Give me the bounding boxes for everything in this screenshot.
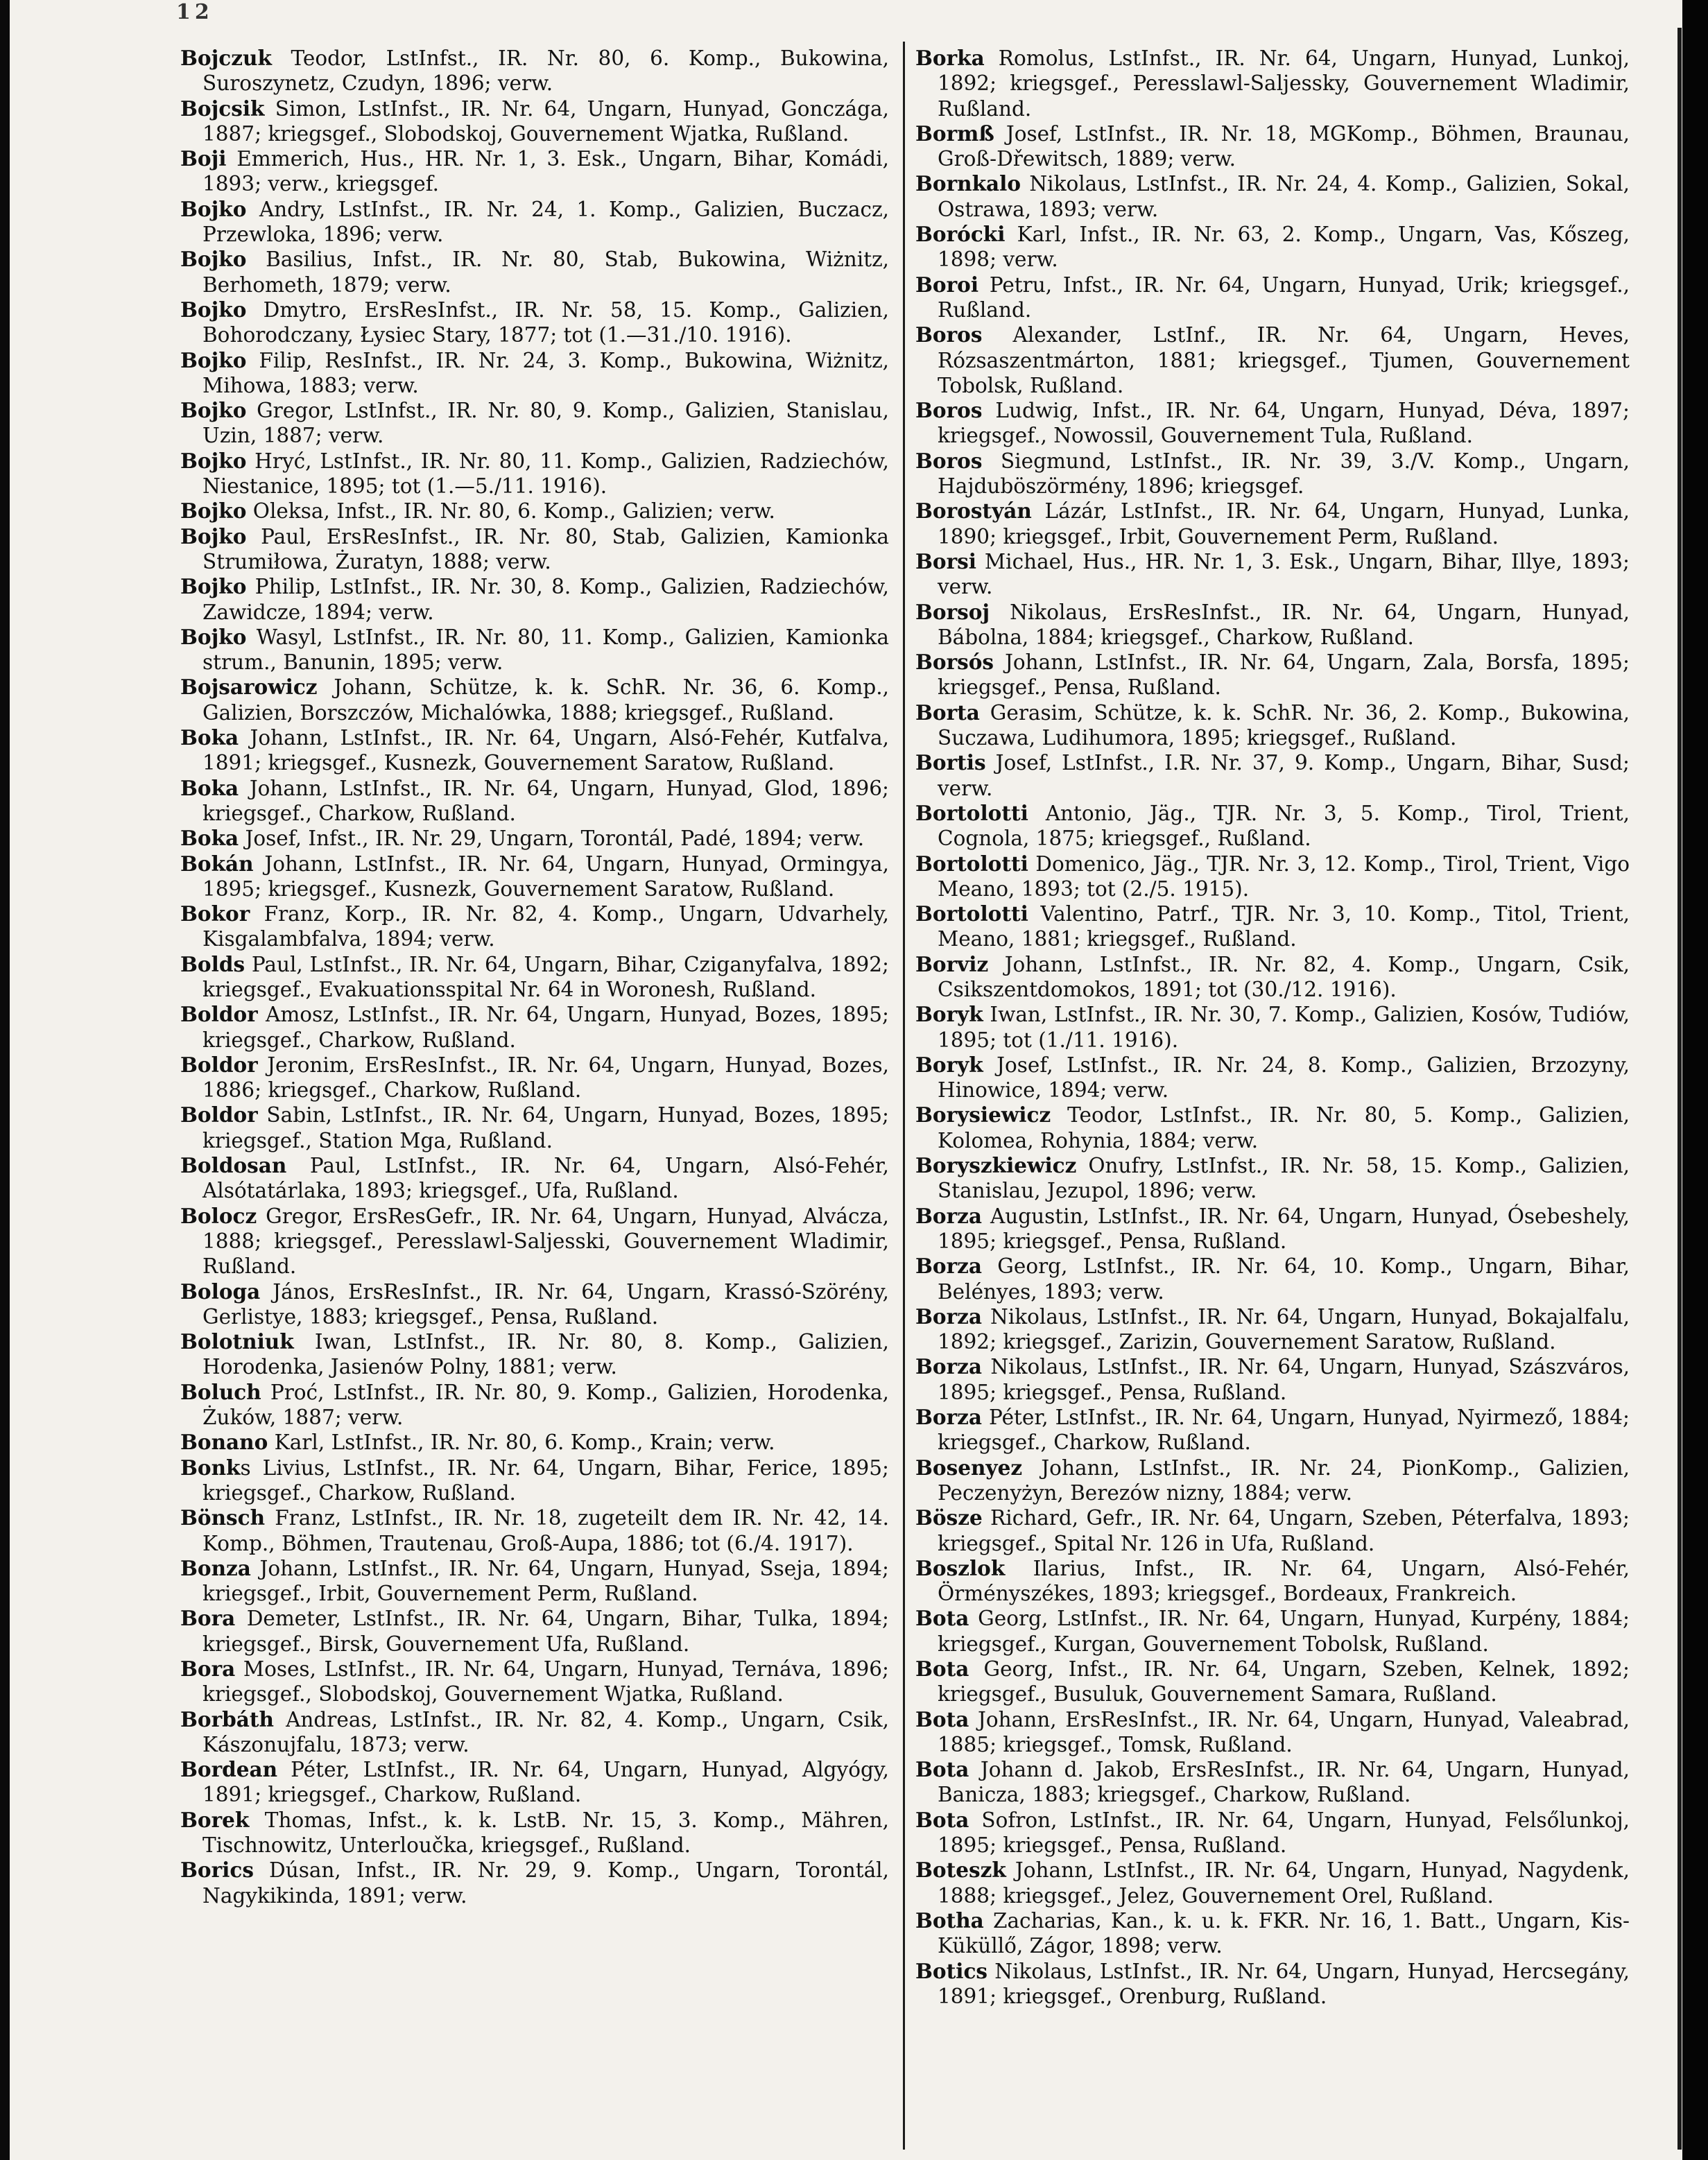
entry-details: Oleksa, Infst., IR. Nr. 80, 6. Komp., Galizien; verw. xyxy=(246,499,775,524)
entry-details: Teodor, LstInfst., IR. Nr. 80, 5. Komp., Galizien, Kolomea, Rohynia, 1884; verw. xyxy=(938,1103,1630,1152)
list-item xyxy=(915,1858,1630,1908)
list-item xyxy=(915,171,1630,222)
entry-details: Nikolaus, LstInfst., IR. Nr. 24, 4. Komp., Galizien, Sokal, Ostrawa, 1893; verw. xyxy=(938,172,1630,221)
entry-surname: Bojko xyxy=(180,574,247,599)
entry-surname: Borsós xyxy=(915,650,994,675)
entry-surname: Boros xyxy=(915,322,983,347)
list-item xyxy=(180,146,889,197)
list-item xyxy=(915,1204,1630,1254)
entry-surname: Boka xyxy=(180,775,239,800)
list-item xyxy=(915,1908,1630,1959)
entry-details: Wasyl, LstInfst., IR. Nr. 80, 11. Komp., Galizien, Kamionka strum., Banunin, 1895; verw. xyxy=(202,625,889,675)
list-item xyxy=(180,1053,889,1103)
entry-surname: Boros xyxy=(915,398,983,423)
entry-surname: Bonk xyxy=(180,1455,241,1480)
list-item xyxy=(915,650,1630,700)
list-item xyxy=(915,499,1630,549)
entry-details: Johann, LstInfst., IR. Nr. 64, Ungarn, Hunyad, Glod, 1896; kriegsgef., Charkow, Rußland. xyxy=(202,776,889,825)
entry-surname: Boros xyxy=(915,448,983,473)
entry-surname: Boroi xyxy=(915,272,979,297)
entry-surname: Bojko xyxy=(180,398,247,423)
right-column xyxy=(915,46,1630,2154)
entry-details: Simon, LstInfst., IR. Nr. 64, Ungarn, Hunyad, Gonczága, 1887; kriegsgef., Slobodskoj, Gouvernement Wjatka, Rußland. xyxy=(202,96,889,146)
entry-details: Péter, LstInfst., IR. Nr. 64, Ungarn, Hunyad, Nyirmező, 1884; kriegsgef., Charkow, Rußland. xyxy=(938,1406,1630,1455)
entry-details: Péter, LstInfst., IR. Nr. 64, Ungarn, Hunyad, Algyógy, 1891; kriegsgef., Charkow, Rußland. xyxy=(202,1758,889,1807)
entry-details: Franz, LstInfst., IR. Nr. 18, zugeteilt dem IR. Nr. 42, 14. Komp., Böhmen, Trautenau, Groß-Aupa, 1886; tot (6./4. 1917). xyxy=(202,1506,889,1555)
entry-details: Augustin, LstInfst., IR. Nr. 64, Ungarn, Hunyad, Ósebeshely, 1895; kriegsgef., Pensa, Rußland. xyxy=(938,1204,1630,1253)
entry-surname: Borza xyxy=(915,1405,983,1430)
entry-details: Valentino, Patrf., TJR. Nr. 3, 10. Komp., Titol, Trient, Meano, 1881; kriegsgef., Rußland. xyxy=(938,902,1630,951)
entry-surname: Botics xyxy=(915,1958,988,1983)
entry-details: Antonio, Jäg., TJR. Nr. 3, 5. Komp., Tirol, Trient, Cognola, 1875; kriegsgef., Rußland. xyxy=(938,801,1630,851)
entry-details: Karl, Infst., IR. Nr. 63, 2. Komp., Ungarn, Vas, Kőszeg, 1898; verw. xyxy=(938,223,1630,272)
entry-surname: Bojko xyxy=(180,499,247,524)
entry-surname: Bonano xyxy=(180,1430,268,1455)
entry-surname: Boldor xyxy=(180,1103,258,1127)
entry-details: Josef, LstInfst., IR. Nr. 24, 8. Komp., Galizien, Brzozyny, Hinowice, 1894; verw. xyxy=(938,1053,1630,1103)
entry-details: Johann, ErsResInfst., IR. Nr. 64, Ungarn, Hunyad, Valeabrad, 1885; kriegsgef., Tomsk, Rußland. xyxy=(938,1707,1630,1756)
entry-surname: Bornkalo xyxy=(915,171,1021,196)
entry-details: Ilarius, Infst., IR. Nr. 64, Ungarn, Alsó-Fehér, Örményszékes, 1893; kriegsgef., Bordeaux, Frankreich. xyxy=(938,1556,1630,1606)
entry-surname: Bojko xyxy=(180,448,247,473)
list-item xyxy=(915,1606,1630,1657)
list-item xyxy=(180,197,889,248)
list-item xyxy=(915,852,1630,902)
entry-surname: Bortis xyxy=(915,750,986,775)
list-item xyxy=(180,1606,889,1657)
list-item xyxy=(180,46,889,96)
list-item xyxy=(915,322,1630,398)
entry-surname: Borbáth xyxy=(180,1707,274,1731)
list-item xyxy=(915,700,1630,751)
list-item xyxy=(915,1455,1630,1506)
entry-surname: Bosenyez xyxy=(915,1455,1023,1480)
entry-details: Nikolaus, ErsResInfst., IR. Nr. 64, Ungarn, Hunyad, Bábolna, 1884; kriegsgef., Charkow, Rußland. xyxy=(938,600,1630,649)
entry-surname: Borza xyxy=(915,1203,983,1228)
list-item xyxy=(915,46,1630,121)
list-item xyxy=(180,1455,889,1506)
list-item xyxy=(180,524,889,575)
entry-details: Richard, Gefr., IR. Nr. 64, Ungarn, Szeben, Péterfalva, 1893; kriegsgef., Spital Nr. 126 in Ufa, Rußland. xyxy=(938,1506,1630,1555)
list-item xyxy=(180,1329,889,1380)
entry-details: Onufry, LstInfst., IR. Nr. 58, 15. Komp., Galizien, Stanislau, Jezupol, 1896; verw. xyxy=(938,1154,1630,1203)
entry-surname: Bota xyxy=(915,1657,969,1681)
list-item xyxy=(180,1707,889,1758)
list-item xyxy=(915,1002,1630,1053)
entry-surname: Borza xyxy=(915,1354,983,1379)
entry-details: Iwan, LstInfst., IR. Nr. 30, 7. Komp., Galizien, Kosów, Tudiów, 1895; tot (1./11. 1916). xyxy=(938,1003,1630,1052)
entry-details: Johann, LstInfst., IR. Nr. 64, Ungarn, Hunyad, Sseja, 1894; kriegsgef., Irbit, Gouvernement Perm, Rußland. xyxy=(202,1556,889,1606)
entry-surname: Bojsarowicz xyxy=(180,675,318,700)
entry-surname: Borek xyxy=(180,1807,250,1832)
entry-surname: Bojko xyxy=(180,196,247,221)
entry-surname: Boldor xyxy=(180,1052,258,1077)
list-item xyxy=(180,499,889,524)
entry-details: Sabin, LstInfst., IR. Nr. 64, Ungarn, Hunyad, Bozes, 1895; kriegsgef., Station Mga, Rußland. xyxy=(202,1103,889,1152)
entry-details: Karl, LstInfst., IR. Nr. 80, 6. Komp., Krain; verw. xyxy=(268,1431,775,1455)
list-item xyxy=(915,1354,1630,1405)
entry-surname: Bortolotti xyxy=(915,901,1028,926)
entry-surname: Boji xyxy=(180,146,227,171)
list-item xyxy=(915,1053,1630,1103)
entry-details: Petru, Infst., IR. Nr. 64, Ungarn, Hunyad, Urik; kriegsgef., Rußland. xyxy=(938,273,1630,322)
list-item xyxy=(180,1153,889,1204)
entry-surname: Boka xyxy=(180,826,239,851)
entry-surname: Bojcsik xyxy=(180,96,265,121)
entry-details: Gerasim, Schütze, k. k. SchR. Nr. 36, 2. Komp., Bukowina, Suczawa, Ludihumora, 1895; kriegsgef., Rußland. xyxy=(938,700,1630,750)
entry-surname: Borza xyxy=(915,1304,983,1329)
entry-details: Sofron, LstInfst., IR. Nr. 64, Ungarn, Hunyad, Felsőlunkoj, 1895; kriegsgef., Pensa, Rußland. xyxy=(938,1808,1630,1858)
entry-details: Johann, LstInfst., IR. Nr. 24, PionKomp., Galizien, Peczenyżyn, Berezów nizny, 1884; verw. xyxy=(938,1455,1630,1505)
list-item xyxy=(180,725,889,776)
entry-surname: Bojko xyxy=(180,624,247,649)
entry-details: Johann, LstInfst., IR. Nr. 64, Ungarn, Hunyad, Ormingya, 1895; kriegsgef., Kusnezk, Gouvernement Saratow, Rußland. xyxy=(202,852,889,901)
entry-surname: Bojko xyxy=(180,247,247,272)
entry-details: Lázár, LstInfst., IR. Nr. 64, Ungarn, Hunyad, Lunka, 1890; kriegsgef., Irbit, Gouvernement Perm, Rußland. xyxy=(938,499,1630,548)
entry-details: Ludwig, Infst., IR. Nr. 64, Ungarn, Hunyad, Déva, 1897; kriegsgef., Nowossil, Gouvernement Tula, Rußland. xyxy=(938,399,1630,448)
list-item xyxy=(180,1204,889,1279)
entry-surname: Borysiewicz xyxy=(915,1103,1051,1127)
entry-surname: Boryszkiewicz xyxy=(915,1153,1077,1178)
entry-details: Johann d. Jakob, ErsResInfst., IR. Nr. 64, Ungarn, Hunyad, Banicza, 1883; kriegsgef., Charkow, Rußland. xyxy=(938,1758,1630,1807)
entry-details: Zacharias, Kan., k. u. k. FKR. Nr. 16, 1. Batt., Ungarn, Kis-Küküllő, Zágor, 1898; verw. xyxy=(938,1908,1630,1958)
entry-details: Demeter, LstInfst., IR. Nr. 64, Ungarn, Bihar, Tulka, 1894; kriegsgef., Birsk, Gouvernement Ufa, Rußland. xyxy=(202,1607,889,1656)
entry-details: Nikolaus, LstInfst., IR. Nr. 64, Ungarn, Hunyad, Szászváros, 1895; kriegsgef., Pensa, Rußland. xyxy=(938,1355,1630,1404)
entry-surname: Boteszk xyxy=(915,1858,1006,1883)
entry-details: Gregor, ErsResGefr., IR. Nr. 64, Ungarn, Hunyad, Alvácza, 1888; kriegsgef., Peresslawl-Saljesski, Gouvernement Wladimir, Rußland. xyxy=(202,1204,889,1279)
entry-surname: Bolocz xyxy=(180,1203,257,1228)
list-item xyxy=(915,121,1630,172)
list-item xyxy=(915,901,1630,952)
entry-details: Philip, LstInfst., IR. Nr. 30, 8. Komp., Galizien, Radziechów, Zawidcze, 1894; verw. xyxy=(202,575,889,624)
column-divider xyxy=(903,42,905,2150)
entry-surname: Bordean xyxy=(180,1757,278,1782)
list-item xyxy=(915,1657,1630,1707)
entry-details: s Livius, LstInfst., IR. Nr. 64, Ungarn, Bihar, Ferice, 1895; kriegsgef., Charkow, Rußland. xyxy=(202,1455,889,1505)
entry-details: Jeronim, ErsResInfst., IR. Nr. 64, Ungarn, Hunyad, Bozes, 1886; kriegsgef., Charkow, Rußland. xyxy=(202,1053,889,1103)
list-item xyxy=(180,1808,889,1858)
entry-surname: Bortolotti xyxy=(915,800,1028,825)
entry-details: Teodor, LstInfst., IR. Nr. 80, 6. Komp., Bukowina, Suroszynetz, Czudyn, 1896; verw. xyxy=(202,46,889,96)
entry-details: Paul, LstInfst., IR. Nr. 64, Ungarn, Alsó-Fehér, Alsótatárlaka, 1893; kriegsgef., Ufa, Rußland. xyxy=(202,1154,889,1203)
list-item xyxy=(180,776,889,827)
list-item xyxy=(180,625,889,675)
entry-surname: Bota xyxy=(915,1807,969,1832)
list-item xyxy=(180,1279,889,1330)
entry-details: Nikolaus, LstInfst., IR. Nr. 64, Ungarn, Hunyad, Bokajalfalu, 1892; kriegsgef., Zarizin, Gouvernement Saratow, Rußland. xyxy=(938,1304,1630,1354)
entry-details: Paul, ErsResInfst., IR. Nr. 80, Stab, Galizien, Kamionka Strumiłowa, Żuratyn, 1888; verw. xyxy=(202,524,889,573)
entry-details: Romolus, LstInfst., IR. Nr. 64, Ungarn, Hunyad, Lunkoj, 1892; kriegsgef., Peresslawl-Saljessky, Gouvernement Wladimir, Rußland. xyxy=(938,46,1630,121)
list-item xyxy=(915,398,1630,449)
list-item xyxy=(915,952,1630,1003)
entry-details: János, ErsResInfst., IR. Nr. 64, Ungarn, Krassó-Szörény, Gerlistye, 1883; kriegsgef., Pensa, Rußland. xyxy=(202,1279,889,1329)
entry-details: Basilius, Infst., IR. Nr. 80, Stab, Bukowina, Wiżnitz, Berhometh, 1879; verw. xyxy=(202,248,889,297)
entry-details: Nikolaus, LstInfst., IR. Nr. 64, Ungarn, Hunyad, Hercsegány, 1891; kriegsgef., Orenburg, Rußland. xyxy=(938,1959,1630,2008)
entry-details: Filip, ResInfst., IR. Nr. 24, 3. Komp., Bukowina, Wiżnitz, Mihowa, 1883; verw. xyxy=(202,348,889,397)
list-item xyxy=(915,750,1630,801)
entry-surname: Bösze xyxy=(915,1505,983,1530)
list-item xyxy=(915,222,1630,273)
entry-details: Dmytro, ErsResInfst., IR. Nr. 58, 15. Komp., Galizien, Bohorodczany, Łysiec Stary, 1877; tot (1.—31./10. 1916). xyxy=(202,297,889,347)
entry-details: Georg, LstInfst., IR. Nr. 64, 10. Komp., Ungarn, Bihar, Belényes, 1893; verw. xyxy=(938,1254,1630,1304)
entry-details: Dúsan, Infst., IR. Nr. 29, 9. Komp., Ungarn, Torontál, Nagykikinda, 1891; verw. xyxy=(202,1858,889,1908)
list-item xyxy=(180,852,889,902)
entry-surname: Botha xyxy=(915,1908,984,1933)
entry-surname: Boluch xyxy=(180,1379,261,1404)
entry-details: Johann, LstInfst., IR. Nr. 64, Ungarn, Alsó-Fehér, Kutfalva, 1891; kriegsgef., Kusnezk, Gouvernement Saratow, Rußland. xyxy=(202,726,889,775)
entry-details: Gregor, LstInfst., IR. Nr. 80, 9. Komp., Galizien, Stanislau, Uzin, 1887; verw. xyxy=(202,399,889,448)
entry-surname: Bojko xyxy=(180,297,247,322)
list-item xyxy=(180,1657,889,1707)
entry-details: Domenico, Jäg., TJR. Nr. 3, 12. Komp., Tirol, Trient, Vigo Meano, 1893; tot (2./5. 1915). xyxy=(938,852,1630,901)
entry-surname: Bota xyxy=(915,1707,969,1731)
entry-details: Moses, LstInfst., IR. Nr. 64, Ungarn, Hunyad, Ternáva, 1896; kriegsgef., Slobodskoj, Gouvernement Wjatka, Rußland. xyxy=(202,1657,889,1707)
entry-details: Hryć, LstInfst., IR. Nr. 80, 11. Komp., Galizien, Radziechów, Niestanice, 1895; tot (1.—5./11. 1916). xyxy=(202,449,889,499)
left-column xyxy=(180,46,889,2154)
list-item xyxy=(180,1505,889,1556)
entry-surname: Bora xyxy=(180,1657,236,1681)
list-item xyxy=(180,247,889,297)
page-number: 12 xyxy=(176,0,214,24)
entry-surname: Boka xyxy=(180,725,239,750)
list-item xyxy=(180,398,889,449)
entry-surname: Borta xyxy=(915,700,980,725)
list-item xyxy=(180,1103,889,1153)
list-item xyxy=(915,1808,1630,1858)
entry-details: Thomas, Infst., k. k. LstB. Nr. 15, 3. Komp., Mähren, Tischnowitz, Unterloučka, kriegsgef., Rußland. xyxy=(202,1808,889,1858)
entry-surname: Bojczuk xyxy=(180,46,272,70)
entry-details: Johann, LstInfst., IR. Nr. 64, Ungarn, Zala, Borsfa, 1895; kriegsgef., Pensa, Rußland. xyxy=(938,650,1630,700)
entry-surname: Boldosan xyxy=(180,1153,287,1178)
list-item xyxy=(180,901,889,952)
list-item xyxy=(915,1707,1630,1758)
list-item xyxy=(915,1254,1630,1304)
entry-surname: Bora xyxy=(180,1606,236,1631)
entry-details: Andreas, LstInfst., IR. Nr. 82, 4. Komp., Ungarn, Csik, Kászonujfalu, 1873; verw. xyxy=(202,1707,889,1756)
list-item xyxy=(180,1430,889,1455)
entry-details: Georg, LstInfst., IR. Nr. 64, Ungarn, Hunyad, Kurpény, 1884; kriegsgef., Kurgan, Gouvernement Tobolsk, Rußland. xyxy=(938,1607,1630,1656)
entry-surname: Borsi xyxy=(915,548,976,573)
scan-edge xyxy=(1682,0,1708,2160)
entry-surname: Bojko xyxy=(180,347,247,372)
entry-details: Alexander, LstInf., IR. Nr. 64, Ungarn, Heves, Rózsaszentmárton, 1881; kriegsgef., Tjumen, Gouvernement Tobolsk, Rußland. xyxy=(938,323,1630,397)
list-item xyxy=(915,600,1630,650)
entry-surname: Boldor xyxy=(180,1002,258,1027)
entry-details: Iwan, LstInfst., IR. Nr. 80, 8. Komp., Galizien, Horodenka, Jasienów Polny, 1881; verw. xyxy=(202,1330,889,1379)
entry-surname: Bonza xyxy=(180,1555,251,1580)
entry-surname: Borviz xyxy=(915,951,989,976)
list-item xyxy=(915,1405,1630,1455)
list-item xyxy=(915,1959,1630,2010)
list-item xyxy=(915,1505,1630,1556)
entry-surname: Bönsch xyxy=(180,1505,266,1530)
entry-surname: Bormß xyxy=(915,121,994,146)
entry-surname: Borócki xyxy=(915,222,1006,247)
binding-rail xyxy=(1677,28,1682,2150)
entry-surname: Boryk xyxy=(915,1052,983,1077)
entry-surname: Boszlok xyxy=(915,1555,1006,1580)
entry-details: Siegmund, LstInfst., IR. Nr. 39, 3./V. Komp., Ungarn, Hajduböszörmény, 1896; kriegsgef. xyxy=(938,449,1630,499)
entry-details: Proć, LstInfst., IR. Nr. 80, 9. Komp., Galizien, Horodenka, Żuków, 1887; verw. xyxy=(202,1380,889,1430)
list-item xyxy=(180,96,889,147)
entry-surname: Bojko xyxy=(180,524,247,548)
entry-surname: Borsoj xyxy=(915,599,990,624)
entry-details: Emmerich, Hus., HR. Nr. 1, 3. Esk., Ungarn, Bihar, Komádi, 1893; verw., kriegsgef. xyxy=(202,147,889,196)
entry-surname: Bologa xyxy=(180,1279,261,1304)
list-item xyxy=(180,348,889,399)
entry-details: Josef, LstInfst., IR. Nr. 18, MGKomp., Böhmen, Braunau, Groß-Dřewitsch, 1889; verw. xyxy=(938,121,1630,171)
entry-details: Andry, LstInfst., IR. Nr. 24, 1. Komp., Galizien, Buczacz, Przewloka, 1896; verw. xyxy=(202,197,889,247)
entry-details: Georg, Infst., IR. Nr. 64, Ungarn, Szeben, Kelnek, 1892; kriegsgef., Busuluk, Gouvernement Samara, Rußland. xyxy=(938,1657,1630,1707)
list-item xyxy=(180,675,889,725)
list-item xyxy=(180,1380,889,1431)
entry-surname: Borza xyxy=(915,1254,983,1279)
list-item xyxy=(180,826,889,851)
entry-surname: Bota xyxy=(915,1606,969,1631)
list-item xyxy=(915,273,1630,323)
list-item xyxy=(180,574,889,625)
entry-details: Franz, Korp., IR. Nr. 82, 4. Komp., Ungarn, Udvarhely, Kisgalambfalva, 1894; verw. xyxy=(202,902,889,951)
entry-surname: Bokán xyxy=(180,851,254,876)
list-item xyxy=(915,449,1630,499)
entry-surname: Borostyán xyxy=(915,499,1032,524)
entry-surname: Borics xyxy=(180,1858,254,1883)
entry-details: Johann, LstInfst., IR. Nr. 82, 4. Komp., Ungarn, Csik, Csikszentdomokos, 1891; tot (30./12. 1916). xyxy=(938,952,1630,1001)
list-item xyxy=(180,952,889,1003)
list-item xyxy=(180,1757,889,1808)
entry-surname: Bolotniuk xyxy=(180,1329,294,1354)
entry-surname: Bolds xyxy=(180,951,245,976)
entry-details: Josef, LstInfst., I.R. Nr. 37, 9. Komp., Ungarn, Bihar, Susd; verw. xyxy=(938,751,1630,800)
list-item xyxy=(180,1556,889,1607)
list-item xyxy=(180,297,889,348)
list-item xyxy=(915,1757,1630,1808)
list-item xyxy=(180,1858,889,1908)
entry-details: Paul, LstInfst., IR. Nr. 64, Ungarn, Bihar, Cziganyfalva, 1892; kriegsgef., Evakuationsspital Nr. 64 in Woronesh, Rußland. xyxy=(202,952,889,1001)
list-item xyxy=(915,1103,1630,1153)
list-item xyxy=(915,1153,1630,1204)
document-page xyxy=(10,0,1682,2160)
entry-details: Johann, LstInfst., IR. Nr. 64, Ungarn, Hunyad, Nagydenk, 1888; kriegsgef., Jelez, Gouvernement Orel, Rußland. xyxy=(938,1858,1630,1908)
list-item xyxy=(180,1002,889,1053)
entry-surname: Borka xyxy=(915,46,985,70)
entry-details: Johann, Schütze, k. k. SchR. Nr. 36, 6. Komp., Galizien, Borszczów, Michalówka, 1888; kriegsgef., Rußland. xyxy=(202,675,889,725)
list-item xyxy=(915,1304,1630,1355)
entry-details: Amosz, LstInfst., IR. Nr. 64, Ungarn, Hunyad, Bozes, 1895; kriegsgef., Charkow, Rußland. xyxy=(202,1003,889,1052)
list-item xyxy=(915,801,1630,852)
entry-surname: Bokor xyxy=(180,901,250,926)
entry-surname: Bota xyxy=(915,1757,969,1782)
list-item xyxy=(180,449,889,499)
list-item xyxy=(915,1556,1630,1607)
list-item xyxy=(915,549,1630,600)
entry-details: Josef, Infst., IR. Nr. 29, Ungarn, Torontál, Padé, 1894; verw. xyxy=(239,827,865,851)
entry-surname: Boryk xyxy=(915,1002,983,1027)
entry-surname: Bortolotti xyxy=(915,851,1028,876)
entry-details: Michael, Hus., HR. Nr. 1, 3. Esk., Ungarn, Bihar, Illye, 1893; verw. xyxy=(938,549,1630,599)
